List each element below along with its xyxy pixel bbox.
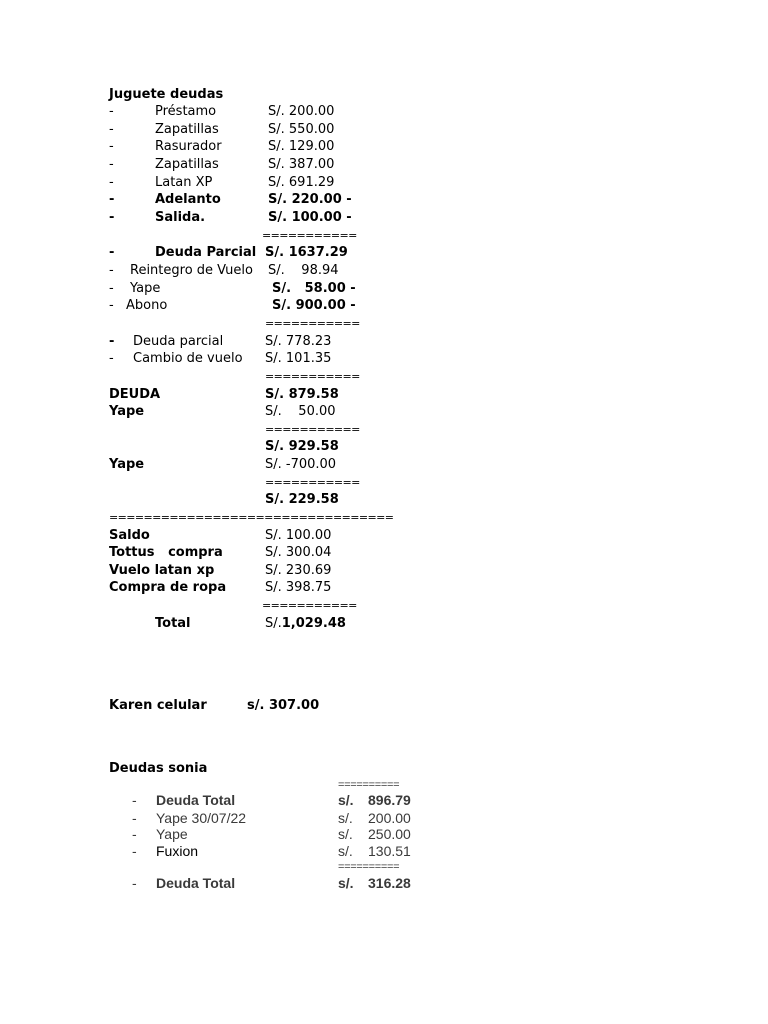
separator: =========== [265, 423, 360, 436]
subtotal: S/. 229.58 [265, 492, 339, 507]
total-amount [265, 616, 346, 631]
row-dash: - [132, 843, 137, 859]
row-currency: s/. [338, 826, 353, 842]
row-label: Rasurador [155, 139, 222, 154]
row-amount: S/. 50.00 [265, 404, 336, 419]
row-dash: - [132, 875, 137, 891]
row-dash: - [109, 281, 114, 296]
separator: =========== [265, 476, 360, 489]
row-dash: - [109, 104, 114, 119]
karen-label: Karen celular [109, 698, 207, 713]
row-label: Salida. [155, 210, 206, 225]
row-label: Reintegro de Vuelo [130, 263, 253, 278]
row-label: Yape 30/07/22 [156, 810, 247, 826]
total-label: Deuda Total [156, 875, 236, 891]
row-amount: 896.79 [368, 792, 411, 808]
row-dash: - [109, 245, 115, 260]
row-label: Deuda parcial [133, 334, 224, 349]
row-amount: S/. 879.58 [265, 387, 339, 402]
separator: =========== [262, 229, 357, 242]
row-label: Latan XP [155, 175, 213, 190]
row-dash: - [132, 810, 137, 826]
section-title-sonia: Deudas sonia [109, 761, 208, 776]
row-currency: s/. [338, 810, 353, 826]
row-amount: S/. 129.00 [268, 139, 335, 154]
row-label: Yape [130, 281, 161, 296]
row-dash: - [109, 122, 114, 137]
separator: ========== [338, 861, 400, 873]
row-amount: S/. 58.00 - [272, 281, 356, 296]
row-amount: S/. 98.94 [268, 263, 339, 278]
row-dash: - [109, 139, 114, 154]
row-label: Cambio de vuelo [133, 351, 243, 366]
karen-amount: s/. 307.00 [247, 698, 320, 713]
section-title-juguete: Juguete deudas [109, 87, 224, 102]
total-currency: S/. [265, 616, 282, 631]
row-label: Adelanto [155, 192, 221, 207]
row-amount: 250.00 [368, 826, 411, 842]
row-amount: S/. 220.00 - [268, 192, 352, 207]
row-label: Deuda Total [156, 792, 236, 808]
row-dash: - [109, 334, 115, 349]
row-dash: - [109, 351, 114, 366]
row-amount: S/. 550.00 [268, 122, 335, 137]
row-label: Fuxion [156, 843, 199, 859]
row-amount: S/. 100.00 - [268, 210, 352, 225]
row-label: Vuelo latan xp [109, 563, 215, 578]
row-dash: - [109, 210, 115, 225]
row-label: Préstamo [155, 104, 217, 119]
row-dash: - [109, 175, 114, 190]
row-dash: - [109, 192, 115, 207]
row-dash: - [132, 792, 137, 808]
row-dash: - [132, 826, 137, 842]
separator: ========== [338, 779, 400, 791]
row-label: Yape [109, 404, 145, 419]
row-amount: S/. -700.00 [265, 457, 337, 472]
row-amount: S/. 691.29 [268, 175, 335, 190]
row-label: Compra de ropa [109, 580, 227, 595]
row-dash: - [109, 157, 114, 172]
row-amount: S/. 101.35 [265, 351, 332, 366]
row-amount: S/. 398.75 [265, 580, 332, 595]
row-label: Zapatillas [155, 157, 219, 172]
row-currency: s/. [338, 843, 353, 859]
row-amount: S/. 200.00 [268, 104, 335, 119]
row-amount: S/. 230.69 [265, 563, 332, 578]
row-label: Yape [156, 826, 188, 842]
total-currency: s/. [338, 875, 354, 891]
row-amount: S/. 387.00 [268, 157, 335, 172]
row-amount: 130.51 [368, 843, 411, 859]
separator: =========== [262, 599, 357, 612]
subtotal: S/. 929.58 [265, 439, 339, 454]
separator: =========== [265, 370, 360, 383]
row-label: Deuda Parcial [155, 245, 257, 260]
row-amount: S/. 778.23 [265, 334, 332, 349]
row-label: Tottus compra [109, 545, 223, 560]
row-label: Zapatillas [155, 122, 219, 137]
row-currency: s/. [338, 792, 354, 808]
row-dash: - [109, 298, 114, 313]
row-amount: S/. 900.00 - [272, 298, 356, 313]
row-label: Yape [109, 457, 145, 472]
row-label: Saldo [109, 528, 150, 543]
row-dash: - [109, 263, 114, 278]
row-amount: S/. 100.00 [265, 528, 332, 543]
separator: =========== [265, 317, 360, 330]
row-amount: S/. 1637.29 [265, 245, 348, 260]
total-label: Total [155, 616, 191, 631]
row-amount: 200.00 [368, 810, 411, 826]
row-label: DEUDA [109, 387, 161, 402]
long-separator: ================================= [109, 511, 394, 524]
row-amount: S/. 300.04 [265, 545, 332, 560]
row-label: Abono [126, 298, 168, 313]
total-amount: 316.28 [368, 875, 411, 891]
total-value: 1,029.48 [281, 616, 346, 631]
